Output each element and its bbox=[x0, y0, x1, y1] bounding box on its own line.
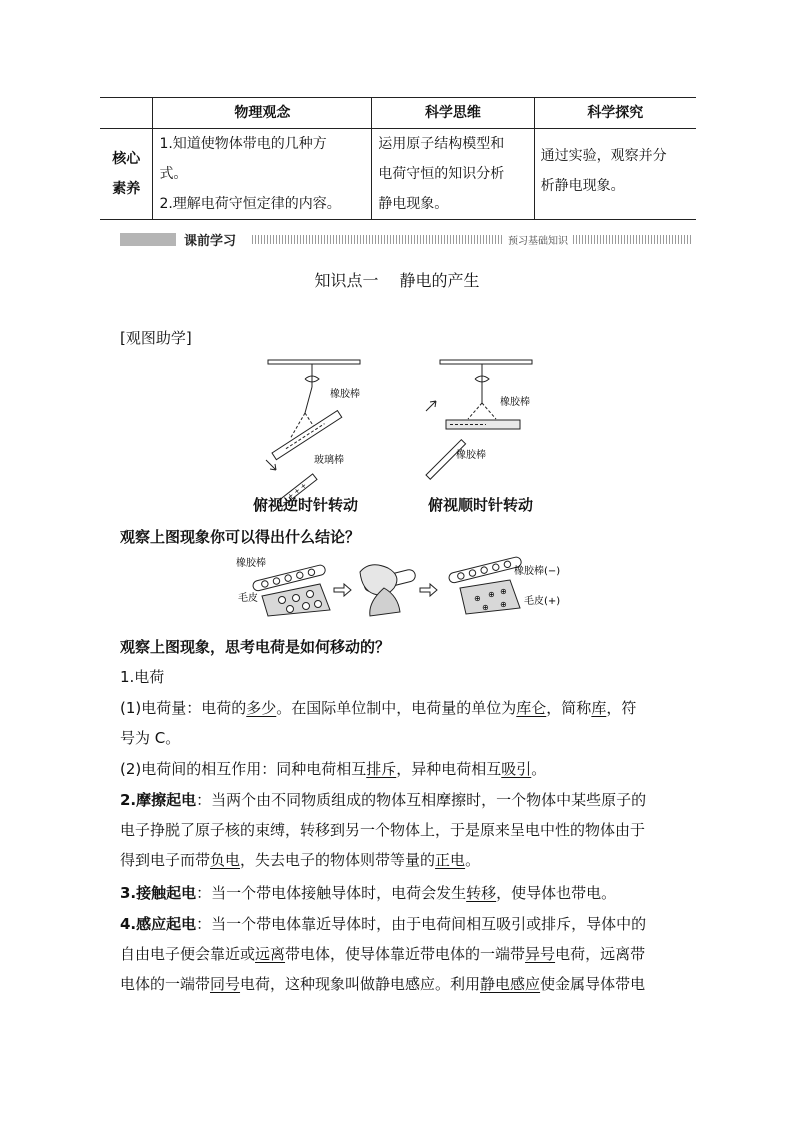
svg-text:+ + +: + + + bbox=[285, 481, 309, 502]
knowledge-point-title: 静电的产生 bbox=[399, 271, 480, 290]
blank-answer: 静电感应 bbox=[480, 975, 541, 993]
table-content-row bbox=[100, 129, 696, 220]
row-label-core-literacy bbox=[100, 129, 153, 220]
figure-suspended-rods bbox=[250, 355, 550, 515]
right-dashed-v1 bbox=[468, 403, 482, 419]
knowledge-point-heading bbox=[0, 268, 794, 291]
svg-text:⊕: ⊕ bbox=[474, 594, 481, 603]
blank-answer: 正电 bbox=[435, 851, 466, 869]
paragraph-charge-quantity: (1)电荷量：电荷的多少。在国际单位制中，电荷量的单位为库仑，简称库，符 号为 C。 bbox=[120, 699, 637, 747]
left-support-bar bbox=[268, 360, 360, 364]
section-subtitle: 预习基础知识 bbox=[504, 232, 572, 247]
svg-text:⊕: ⊕ bbox=[500, 587, 507, 596]
cell-line: 式。 bbox=[159, 166, 188, 182]
svg-text:⊕: ⊕ bbox=[488, 590, 495, 599]
left-caption: 俯视逆时针转动 bbox=[253, 496, 359, 514]
rod-after-label: 橡胶棒(−) bbox=[514, 566, 561, 577]
cell-line: 2.理解电荷守恒定律的内容。 bbox=[159, 196, 341, 212]
right-setup bbox=[426, 360, 532, 479]
core-literacy-table bbox=[100, 97, 696, 220]
left-glass-rod-icon bbox=[272, 411, 342, 460]
blank-answer: 库 bbox=[591, 699, 607, 717]
svg-text:⊕: ⊕ bbox=[500, 600, 507, 609]
cell-line: 通过实验，观察并分 bbox=[540, 148, 667, 164]
right-support-bar bbox=[440, 360, 532, 364]
blank-answer: 同号 bbox=[210, 975, 241, 993]
cell-line: 静电现象。 bbox=[378, 196, 449, 212]
right-rotation-direction-icon bbox=[426, 401, 436, 411]
blank-answer: 吸引 bbox=[501, 760, 532, 778]
table-header-row bbox=[100, 98, 696, 129]
arrow-right-icon bbox=[334, 584, 351, 596]
fur-after-label: 毛皮(+) bbox=[524, 596, 561, 607]
blank-answer: 转移 bbox=[466, 884, 497, 902]
arrow-right-icon bbox=[420, 584, 437, 596]
blank-answer: 多少 bbox=[246, 699, 277, 717]
cell-line: 1.知道使物体带电的几种方 bbox=[159, 136, 327, 152]
blank-answer: 远离 bbox=[255, 945, 286, 963]
blank-answer: 负电 bbox=[210, 851, 241, 869]
blank-answer: 异号 bbox=[525, 945, 556, 963]
question-2: 观察上图现象，思考电荷是如何移动的？ bbox=[120, 638, 391, 656]
blank-answer: 库仑 bbox=[516, 699, 547, 717]
fur-rod-label: 橡胶棒 bbox=[236, 558, 266, 569]
left-setup bbox=[266, 360, 360, 507]
row-label-line2: 素养 bbox=[112, 181, 141, 197]
left-thread-lower bbox=[305, 387, 312, 413]
hand-rubbing-icon bbox=[360, 565, 417, 616]
knowledge-point-number: 知识点一 bbox=[314, 271, 379, 290]
question-1: 观察上图现象你可以得出什么结论？ bbox=[120, 528, 361, 546]
paragraph-friction-charging: 2.摩擦起电：当两个由不同物质组成的物体互相摩擦时，一个物体中某些原子的 电子挣脱了原子核的束缚，转移到另一个物体上，于是原来呈电中性的物体由于 得到电子而带负电，失去电子的物体则带等量的正电。 bbox=[120, 791, 647, 869]
cell-line: 运用原子结构模型和 bbox=[378, 136, 505, 152]
header-scientific-inquiry: 科学探究 bbox=[534, 98, 696, 129]
header-physics-concept: 物理观念 bbox=[153, 98, 372, 129]
svg-text:⊕: ⊕ bbox=[482, 603, 489, 612]
heading-charge: 1.电荷 bbox=[120, 668, 165, 686]
blank-answer: 排斥 bbox=[366, 760, 397, 778]
cell-scientific-inquiry bbox=[534, 129, 696, 220]
cell-line: 电荷守恒的知识分析 bbox=[378, 166, 505, 182]
figure-rubbing bbox=[234, 554, 574, 620]
right-rod-top-label: 橡胶棒 bbox=[500, 397, 530, 408]
section-bar bbox=[120, 233, 680, 249]
right-dashed-v2 bbox=[482, 403, 496, 419]
header-scientific-thinking: 科学思维 bbox=[372, 98, 534, 129]
paragraph-charge-interaction: (2)电荷间的相互作用：同种电荷相互排斥，异种电荷相互吸引。 bbox=[120, 760, 547, 778]
figure-intro: [观图助学] bbox=[120, 329, 192, 347]
left-rod-bottom-label: 玻璃棒 bbox=[314, 455, 344, 466]
row-label-line1: 核心 bbox=[112, 151, 141, 167]
cell-scientific-thinking bbox=[372, 129, 534, 220]
fur-label: 毛皮 bbox=[238, 593, 258, 604]
paragraph-induction-charging: 4.感应起电：当一个带电体靠近导体时，由于电荷间相互吸引或排斥，导体中的 自由电子便会靠近或远离带电体，使导体靠近带电体的一端带异号电荷，远离带 电体的一端带同号电荷，这种现象叫做静电感应。利用静电感应使金属导体带电 bbox=[120, 915, 647, 993]
cell-line: 析静电现象。 bbox=[540, 178, 625, 194]
right-rod-bottom-label: 橡胶棒 bbox=[456, 450, 486, 461]
left-rod-top-label: 橡胶棒 bbox=[330, 389, 360, 400]
section-title: 课前学习 bbox=[184, 234, 237, 249]
section-bar-stripe bbox=[252, 235, 692, 244]
right-caption: 俯视顺时针转动 bbox=[428, 496, 534, 514]
rod-after-icon bbox=[448, 556, 522, 584]
table-corner-cell bbox=[100, 98, 153, 129]
cell-physics-concept bbox=[153, 129, 372, 220]
left-approach-arrow-icon bbox=[266, 460, 276, 470]
paragraph-contact-charging: 3.接触起电：当一个带电体接触导体时，电荷会发生转移，使导体也带电。 bbox=[120, 884, 617, 902]
section-bar-block bbox=[120, 233, 176, 246]
